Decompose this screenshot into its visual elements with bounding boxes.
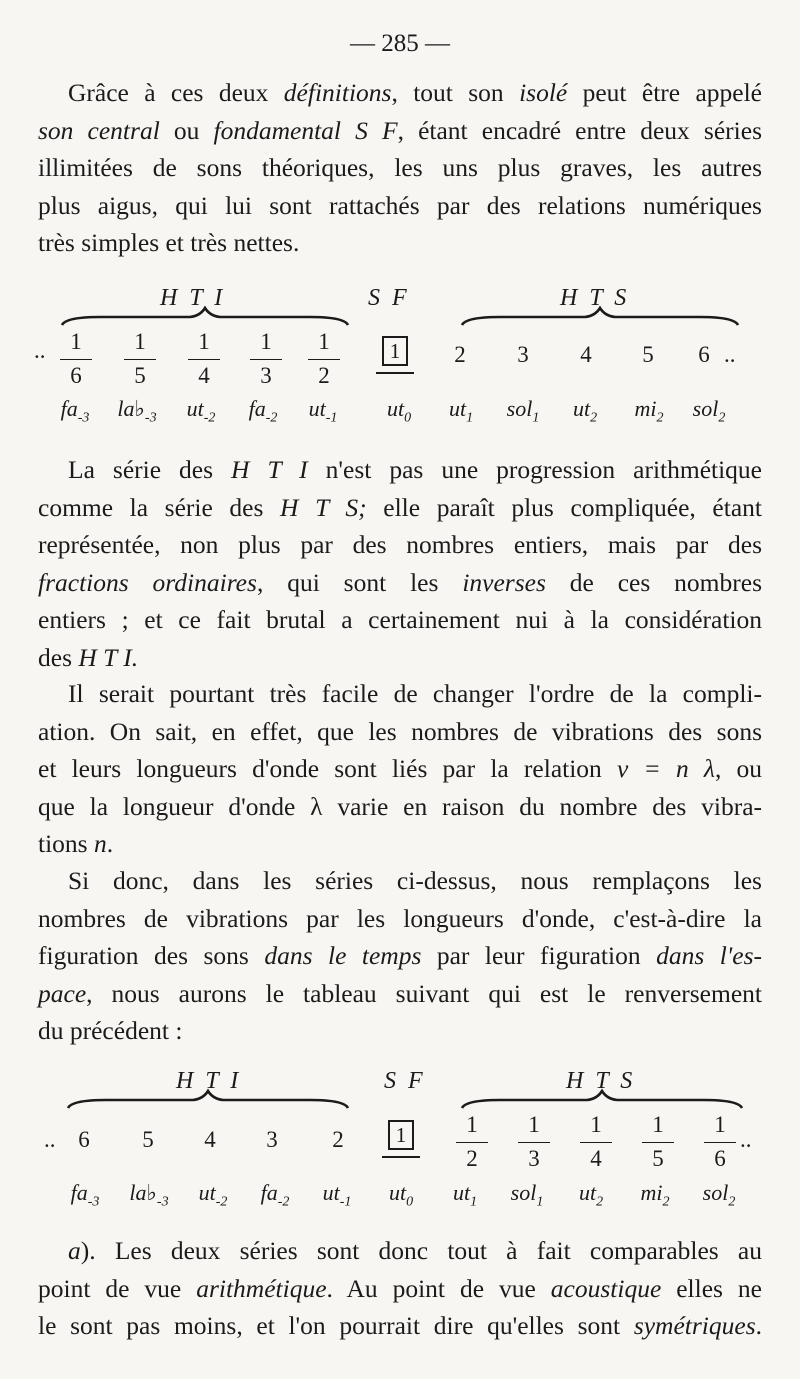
denominator: 2 [318, 363, 330, 388]
paragraph-replacement [38, 862, 762, 1050]
text-run: figuration des sons [38, 941, 265, 970]
text-line [38, 74, 762, 112]
fraction-bar [308, 359, 340, 360]
italic-run: son central [38, 115, 160, 145]
paragraph-wavelength [38, 675, 762, 863]
italic-run: v = n λ [617, 754, 715, 783]
text-line: nombres de vibrations par les longueurs d'onde, c'est-à-dire la [38, 903, 762, 933]
fraction-item [702, 1113, 738, 1171]
series-number: 4 [204, 1127, 216, 1152]
sf-label: S F [368, 285, 410, 311]
text-run: comme la série des [38, 492, 281, 522]
note-label: $ut_0$ [386, 396, 412, 426]
text-run: elles ne [661, 1273, 762, 1303]
italic-run: pace [38, 978, 87, 1008]
text-line: entiers ; et ce fait brutal a certainement nui à la considération [38, 605, 762, 634]
note-label: sol$_1$ [510, 1180, 544, 1210]
italic-run: H T S; [280, 492, 367, 522]
text-line [38, 564, 762, 602]
fraction-bar [704, 1142, 736, 1143]
text-run: , tout son [391, 78, 520, 107]
leading-dots: .. [44, 1127, 56, 1152]
text-run: et leurs longueurs d'onde sont liés par la relation [38, 754, 618, 783]
fraction-bar [188, 359, 220, 360]
italic-run: symétriques [633, 1311, 756, 1340]
text-run: n'est pas une progression arithmétique [307, 455, 762, 484]
text-line [38, 451, 762, 489]
text-line [38, 112, 762, 150]
note-label: $ut_2$ [578, 1180, 604, 1210]
italic-run: acoustique [550, 1273, 662, 1303]
hts-label: H T S [560, 285, 630, 311]
text-run: de ces nombres [545, 567, 762, 597]
text-run: . [755, 1311, 762, 1340]
italic-run: H T I. [78, 642, 139, 672]
fundamental-box: 1 [388, 1120, 414, 1150]
italic-run: arithmétique [196, 1273, 327, 1303]
numerator: 1 [714, 1112, 726, 1137]
fundamental-underline [376, 372, 414, 374]
fraction-bar [642, 1142, 674, 1143]
fraction-bar [518, 1142, 550, 1143]
note-label: $fa_{-2}$ [248, 396, 278, 426]
text-run: tions [38, 829, 94, 858]
numerator: 1 [318, 329, 330, 354]
text-line [38, 489, 762, 527]
note-label: $la♭_{-3}$ [117, 396, 157, 426]
fraction-item [58, 330, 94, 388]
denominator: 4 [590, 1146, 602, 1171]
note-label: $fa_{-3}$ [70, 1180, 100, 1210]
text-line: Il serait pourtant très facile de changer l'ordre de la compli- [68, 679, 762, 708]
text-run: . [106, 829, 114, 858]
text-line [38, 825, 762, 863]
text-line: que la longueur d'onde λ varie en raison du nombre des vibra- [38, 791, 762, 821]
hti-brace [66, 1088, 350, 1112]
text-line [38, 1270, 762, 1308]
text-run: , qui sont les [256, 567, 463, 597]
fraction-item [248, 330, 284, 388]
text-run: le sont pas moins, et l'on pourrait dire qu'elles sont [38, 1311, 634, 1340]
fraction-item [122, 330, 158, 388]
hti-brace [60, 305, 350, 329]
hti-label: H T I [160, 285, 226, 311]
italic-run: fractions ordinaires [38, 567, 257, 597]
fraction-item [578, 1113, 614, 1171]
fraction-item [640, 1113, 676, 1171]
text-run: ou [159, 115, 214, 145]
series-number: 4 [580, 342, 592, 367]
series-number: 3 [266, 1127, 278, 1152]
text-line: plus aigus, qui lui sont rattachés par des relations numériques [38, 190, 762, 220]
note-label: $ut_1$ [452, 1180, 478, 1210]
italic-run: isolé [519, 78, 568, 107]
hts-brace [460, 305, 740, 329]
fraction-item [186, 330, 222, 388]
paragraph-symmetry [38, 1232, 762, 1345]
series-number: 3 [517, 342, 529, 367]
text-run: elle paraît plus compliquée, étant [366, 492, 762, 522]
series-number: 5 [642, 342, 654, 367]
italic-run: n [93, 829, 107, 858]
numerator: 1 [590, 1112, 602, 1137]
series-number: 6 [698, 342, 710, 367]
numerator: 1 [466, 1112, 478, 1137]
series-number: 2 [454, 342, 466, 367]
note-label: $ut_0$ [388, 1180, 414, 1210]
note-label: $ut_2$ [572, 396, 598, 426]
numerator: 1 [260, 329, 272, 354]
trailing-dots: .. [724, 342, 736, 367]
text-line [38, 937, 762, 975]
hti-label: H T I [176, 1068, 242, 1094]
italic-run: dans le temps [264, 941, 422, 970]
text-line [38, 1232, 762, 1270]
page-number: — 285 — [350, 30, 450, 57]
note-label: $la♭_{-3}$ [129, 1180, 169, 1210]
text-line: du précédent : [38, 1016, 183, 1045]
note-label: sol$_2$ [702, 1180, 736, 1210]
denominator: 6 [714, 1146, 726, 1171]
numerator: 1 [198, 329, 210, 354]
text-line: Si donc, dans les séries ci-dessus, nous remplaçons les [68, 866, 762, 895]
note-label: $ut_{-2}$ [198, 1180, 228, 1210]
italic-run: définitions [283, 78, 392, 107]
denominator: 5 [134, 363, 146, 388]
text-line: très simples et très nettes. [38, 228, 300, 257]
denominator: 3 [260, 363, 272, 388]
denominator: 4 [198, 363, 210, 388]
series-number: 2 [332, 1127, 344, 1152]
note-label: $ut_{-2}$ [186, 396, 216, 426]
hts-brace [460, 1088, 744, 1112]
series-number: 6 [78, 1127, 90, 1152]
leading-dots: .. [34, 338, 46, 363]
note-label: $ut_{-1}$ [322, 1180, 352, 1210]
note-label: $ut_{-1}$ [308, 396, 338, 426]
text-run: , étant encadré entre deux séries [397, 115, 762, 145]
italic-run: inverses [462, 567, 546, 597]
text-line [38, 975, 762, 1013]
text-line [38, 1307, 762, 1345]
note-label: $fa_{-2}$ [260, 1180, 290, 1210]
denominator: 2 [466, 1146, 478, 1171]
italic-run: a [68, 1236, 81, 1265]
numerator: 1 [70, 329, 82, 354]
text-line: ation. On sait, en effet, que les nombres de vibrations des sons [38, 716, 762, 746]
text-run: , nous aurons le tableau suivant qui est le renversement [86, 978, 762, 1008]
series-number: 5 [142, 1127, 154, 1152]
fraction-bar [124, 359, 156, 360]
fraction-item [516, 1113, 552, 1171]
note-label: $mi_2$ [640, 1180, 670, 1210]
fraction-bar [456, 1142, 488, 1143]
note-label: sol$_2$ [692, 396, 726, 426]
text-run: peut être appelé [567, 78, 763, 107]
fraction-bar [580, 1142, 612, 1143]
numerator: 1 [652, 1112, 664, 1137]
note-label: $fa_{-3}$ [60, 396, 90, 426]
denominator: 3 [528, 1146, 540, 1171]
note-label: $mi_2$ [634, 396, 664, 426]
denominator: 6 [70, 363, 82, 388]
text-run: . Au point de vue [326, 1273, 551, 1303]
text-run: , ou [714, 754, 763, 783]
fraction-item [306, 330, 342, 388]
text-line: représentée, non plus par des nombres entiers, mais par des [38, 530, 762, 559]
italic-run: dans l'es- [656, 941, 762, 970]
text-line [38, 750, 762, 788]
fraction-item [454, 1113, 490, 1171]
text-run: ). Les deux séries sont donc tout à fait comparables au [80, 1236, 762, 1265]
text-run: La série des [68, 455, 232, 484]
denominator: 5 [652, 1146, 664, 1171]
text-run: Grâce à ces deux [68, 78, 284, 107]
hts-label: H T S [566, 1068, 636, 1094]
fundamental-box: 1 [382, 336, 408, 366]
fundamental-underline [382, 1156, 420, 1158]
note-label: $ut_1$ [448, 396, 474, 426]
numerator: 1 [528, 1112, 540, 1137]
fraction-bar [250, 359, 282, 360]
sf-label: S F [384, 1068, 426, 1094]
note-label: sol$_1$ [506, 396, 540, 426]
text-line: illimitées de sons théoriques, les uns plus graves, les autres [38, 153, 762, 182]
trailing-dots: .. [740, 1127, 752, 1152]
italic-run: fondamental S F [213, 115, 398, 145]
numerator: 1 [134, 329, 146, 354]
text-run: point de vue [38, 1273, 197, 1303]
text-run: des [38, 642, 79, 672]
paragraph-hti-series [38, 451, 762, 676]
fraction-bar [60, 359, 92, 360]
intro-paragraph [38, 74, 762, 262]
text-run: par leur figuration [421, 941, 657, 970]
text-line [38, 639, 762, 677]
italic-run: H T I [231, 455, 308, 484]
